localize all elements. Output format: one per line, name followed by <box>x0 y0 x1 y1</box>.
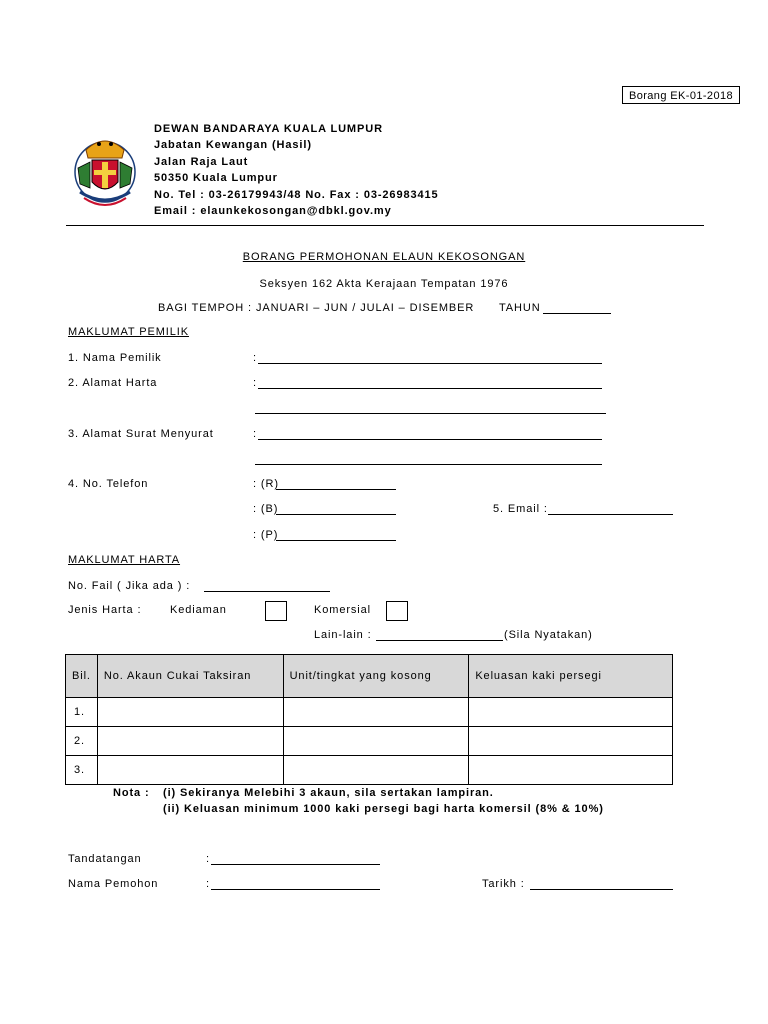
account-number-cell[interactable] <box>97 698 283 727</box>
residential-label: Kediaman <box>170 604 227 616</box>
file-number-field[interactable] <box>204 591 330 592</box>
property-address-field-2[interactable] <box>255 413 606 414</box>
owner-name-label: 1. Nama Pemilik <box>68 352 162 364</box>
period-label: BAGI TEMPOH : JANUARI – JUN / JULAI – DISEMBER <box>158 302 475 314</box>
date-field[interactable] <box>530 889 673 890</box>
header-phone: No. Tel : 03-26179943/48 No. Fax : 03-26983415 <box>154 188 439 201</box>
header-city: 50350 Kuala Lumpur <box>154 172 278 185</box>
header-dept: Jabatan Kewangan (Hasil) <box>154 139 312 152</box>
account-number-cell[interactable] <box>97 756 283 785</box>
table-header-row <box>66 655 673 698</box>
header-account-number: No. Akaun Cukai Taksiran <box>97 655 283 698</box>
table-row <box>66 698 673 727</box>
account-number-cell[interactable] <box>97 727 283 756</box>
notes-label: Nota : <box>113 787 150 799</box>
header-bil: Bil. <box>66 655 98 698</box>
phone-office-field[interactable] <box>276 514 396 515</box>
applicant-name-label: Nama Pemohon <box>68 878 159 890</box>
signature-colon: : <box>206 853 210 865</box>
mailing-address-colon: : <box>253 428 257 440</box>
form-subtitle: Seksyen 162 Akta Kerajaan Tempatan 1976 <box>259 278 509 290</box>
phone-home-label: : (R) <box>253 478 279 490</box>
residential-checkbox[interactable] <box>265 601 287 621</box>
header-street: Jalan Raja Laut <box>154 155 249 168</box>
floor-area-cell[interactable] <box>469 698 673 727</box>
file-number-label: No. Fail ( Jika ada ) : <box>68 580 191 592</box>
email-field[interactable] <box>548 514 673 515</box>
row-number: 3. <box>66 756 98 785</box>
header-email: Email : elaunkekosongan@dbkl.gov.my <box>154 205 392 218</box>
form-title: BORANG PERMOHONAN ELAUN KEKOSONGAN <box>242 251 526 263</box>
others-suffix: (Sila Nyatakan) <box>504 629 593 641</box>
applicant-name-field[interactable] <box>211 889 380 890</box>
others-field[interactable] <box>376 640 503 641</box>
row-number: 1. <box>66 698 98 727</box>
note-1: (i) Sekiranya Melebihi 3 akaun, sila sertakan lampiran. <box>163 787 494 799</box>
form-code-box: Borang EK-01-2018 <box>622 86 740 104</box>
others-label: Lain-lain : <box>314 629 372 641</box>
note-2: (ii) Keluasan minimum 1000 kaki persegi bagi harta komersil (8% & 10%) <box>163 803 604 815</box>
owner-name-field[interactable] <box>258 363 602 364</box>
property-address-label: 2. Alamat Harta <box>68 377 158 389</box>
property-address-field-1[interactable] <box>258 388 602 389</box>
table-row <box>66 756 673 785</box>
property-section-heading: MAKLUMAT HARTA <box>68 554 181 566</box>
phone-home-field[interactable] <box>276 489 396 490</box>
phone-label: 4. No. Telefon <box>68 478 149 490</box>
phone-mobile-label: : (P) <box>253 529 279 541</box>
dbkl-crest-logo <box>72 122 138 214</box>
year-field[interactable] <box>543 313 611 314</box>
mailing-address-field-2[interactable] <box>255 464 602 465</box>
owner-name-colon: : <box>253 352 257 364</box>
table-row <box>66 727 673 756</box>
signature-field[interactable] <box>211 864 380 865</box>
commercial-label: Komersial <box>314 604 372 616</box>
year-label: TAHUN <box>499 302 541 314</box>
phone-mobile-field[interactable] <box>276 540 396 541</box>
floor-area-cell[interactable] <box>469 756 673 785</box>
signature-label: Tandatangan <box>68 853 142 865</box>
organization-header <box>154 121 439 219</box>
commercial-checkbox[interactable] <box>386 601 408 621</box>
header-org: DEWAN BANDARAYA KUALA LUMPUR <box>154 123 383 135</box>
header-divider <box>66 225 704 226</box>
vacant-unit-cell[interactable] <box>283 698 469 727</box>
mailing-address-field-1[interactable] <box>258 439 602 440</box>
applicant-name-colon: : <box>206 878 210 890</box>
mailing-address-label: 3. Alamat Surat Menyurat <box>68 428 214 440</box>
header-floor-area: Keluasan kaki persegi <box>469 655 673 698</box>
owner-section-heading: MAKLUMAT PEMILIK <box>68 326 189 338</box>
phone-office-label: : (B) <box>253 503 279 515</box>
row-number: 2. <box>66 727 98 756</box>
header-vacant-unit: Unit/tingkat yang kosong <box>283 655 469 698</box>
property-address-colon: : <box>253 377 257 389</box>
account-table <box>65 654 673 785</box>
email-label: 5. Email : <box>493 503 548 515</box>
floor-area-cell[interactable] <box>469 727 673 756</box>
date-label: Tarikh : <box>482 878 525 890</box>
vacant-unit-cell[interactable] <box>283 727 469 756</box>
property-type-label: Jenis Harta : <box>68 604 142 616</box>
vacant-unit-cell[interactable] <box>283 756 469 785</box>
